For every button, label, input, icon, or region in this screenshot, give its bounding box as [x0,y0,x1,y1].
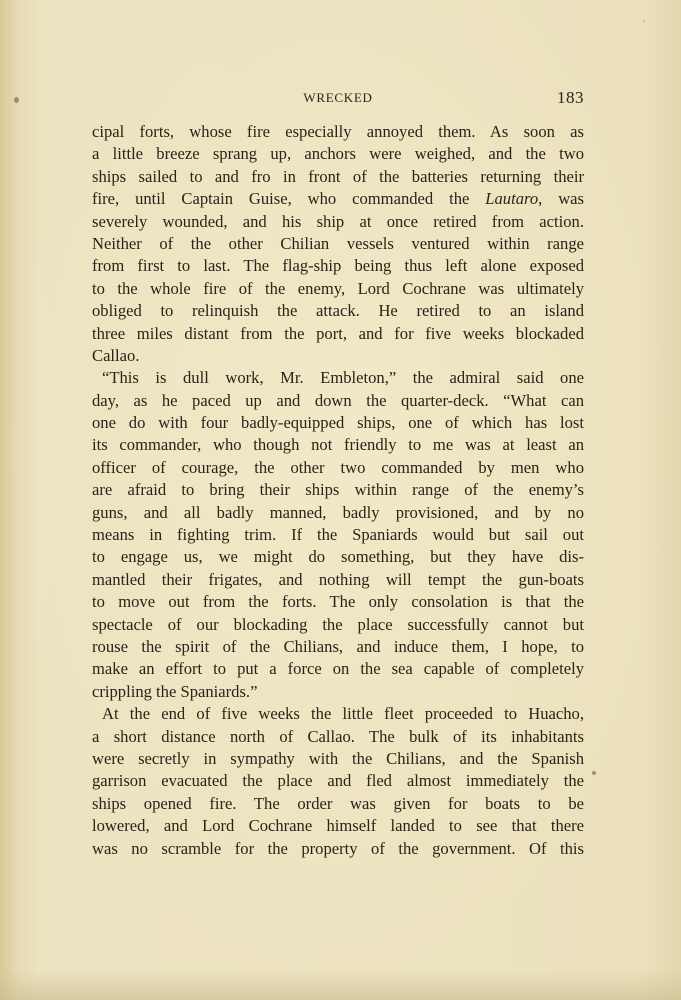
text-line: ships opened fire. The order was given for boats to be [92,793,584,813]
text-line: Neither of the other Chilian vessels ventured within range [92,233,584,253]
italic-ship-name: Lautaro [485,189,539,209]
running-head: WRECKED [303,90,373,105]
text-line: its commander, who though not friendly to me was at least an [92,435,584,455]
page-speck [14,97,19,103]
text-line: lowered, and Lord Cochrane himself landed to see that there [92,816,584,836]
text-run: fire, until Captain Guise, who commanded the [92,189,486,209]
text-line: mantled their frigates, and nothing will tempt the gun-boats [92,569,584,589]
text-line: officer of courage, the other two commanded by men who [92,457,584,477]
text-line: were secretly in sympathy with the Chilians, and the Spanish [92,748,584,768]
text-line: guns, and all badly manned, badly provisioned, and by no [92,502,584,522]
text-line: to move out from the forts. The only consolation is that the [92,592,584,612]
text-line: a short distance north of Callao. The bulk of its inhabitants [92,726,584,746]
text-line: ships sailed to and fro in front of the batteries returning their [92,166,584,186]
text-line: means in fighting trim. If the Spaniards would but sail out [92,525,584,545]
text-line: obliged to relinquish the attack. He retired to an island [92,301,584,321]
text-line: Callao. [92,345,140,365]
page-speck [592,771,596,775]
text-line: from first to last. The flag-ship being thus left alone exposed [92,256,584,276]
text-line: spectacle of our blockading the place successfully cannot but [92,614,584,634]
text-line [92,188,584,210]
text-line: “This is dull work, Mr. Embleton,” the admiral said one [102,368,584,388]
body-text [92,121,584,860]
text-line: a little breeze sprang up, anchors were weighed, and the two [92,144,584,164]
text-line: day, as he paced up and down the quarter-deck. “What can [92,390,584,410]
text-line: make an effort to put a force on the sea capable of completely [92,659,584,679]
text-line: one do with four badly-equipped ships, one of which has lost [92,413,584,433]
text-line: rouse the spirit of the Chilians, and induce them, I hope, to [92,636,584,656]
text-line: are afraid to bring their ships within range of the enemy’s [92,480,584,500]
page-number: 183 [557,88,584,107]
text-line: cipal forts, whose fire especially annoyed them. As soon as [92,122,584,141]
text-line: to engage us, we might do something, but they have dis- [92,547,584,567]
text-line: garrison evacuated the place and fled almost immediately the [92,771,584,791]
page-speck [643,20,645,22]
text-line: crippling the Spaniards.” [92,681,258,701]
text-line: was no scramble for the property of the government. Of this [92,838,584,858]
page-header [92,88,584,112]
text-line: to the whole fire of the enemy, Lord Cochrane was ultimately [92,278,584,298]
text-line: severely wounded, and his ship at once retired from action. [92,211,584,231]
text-run: , was [538,189,584,209]
text-line: three miles distant from the port, and for five weeks blockaded [92,323,584,343]
text-line: At the end of five weeks the little fleet proceeded to Huacho, [102,704,584,724]
